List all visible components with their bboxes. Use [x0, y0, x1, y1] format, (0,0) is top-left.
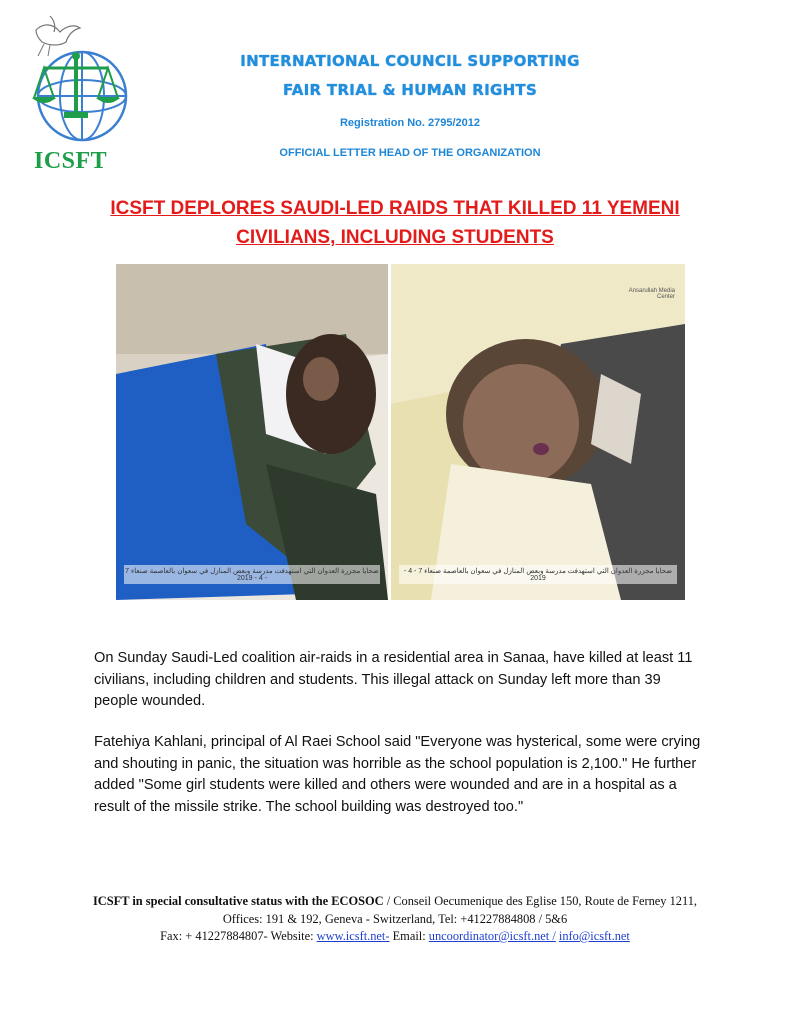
scales-of-justice-icon [32, 52, 120, 118]
globe-icon [38, 52, 126, 140]
body-paragraph-1: On Sunday Saudi-Led coalition air-raids in a residential area in Sanaa, have killed at least 11 civilians, including children and students. This illegal attack on Sunday left more than 39 people wounded. [94, 650, 693, 709]
footer-address: / Conseil Oecumenique des Eglise 150, Route de Ferney 1211, Offices: 191 & 192, Geneva - Switzerland, Tel: +41227884808 / 5&6 [222, 894, 698, 926]
email-link-info[interactable]: info@icsft.net [558, 929, 630, 943]
media-center-watermark: Ansarullah Media Center [628, 288, 675, 300]
photo-victim-left [116, 264, 388, 600]
headline-line2: CIVILIANS, INCLUDING STUDENTS [236, 227, 554, 248]
photo-victim-right [391, 264, 685, 600]
photo-caption-right: ضحايا مجزرة العدوان التي استهدفت مدرسة وبعض المنازل في سعوان بالعاصمة صنعاء 7 - 4 - 2019 [399, 565, 677, 584]
email-link-coordinator[interactable]: uncoordinator@icsft.net / [428, 929, 556, 943]
body-paragraph-2: Fatehiya Kahlani, principal of Al Raei School said "Everyone was hysterical, some were crying and shouting in panic, the situation was horrible as the school population is 2,100." He further added "Some girl students were killed and others were wounded and are in a hospital as a result of the missile strike. The school building was destroyed too." [94, 734, 701, 815]
dove-icon [36, 16, 80, 56]
footer-fax: Fax: + 41227884807- Website: [160, 929, 317, 943]
headline-line1: ICSFT DEPLORES SAUDI-LED RAIDS THAT KILLED 11 YEMENI [110, 198, 680, 219]
organization-logo [14, 6, 134, 174]
registration-number: Registration No. 2795/2012 [339, 117, 480, 129]
scales-globe-emblem [14, 6, 134, 156]
footer-contact [80, 893, 710, 946]
footer-email-label: Email: [389, 929, 429, 943]
website-link[interactable]: www.icsft.net- [316, 929, 390, 943]
footer-status: ICSFT in special consultative status with the ECOSOC [92, 894, 384, 908]
organization-name-line1: INTERNATIONAL COUNCIL SUPPORTING [240, 52, 580, 70]
organization-name-line2: FAIR TRIAL & HUMAN RIGHTS [282, 81, 538, 99]
photo-caption-left: ضحايا مجزرة العدوان التي استهدفت مدرسة وبعض المنازل في سعوان بالعاصمة صنعاء 7 - 4 - 2019 [124, 565, 380, 584]
official-letterhead-label: OFFICIAL LETTER HEAD OF THE ORGANIZATION [279, 147, 541, 159]
logo-text: ICSFT [34, 148, 108, 174]
